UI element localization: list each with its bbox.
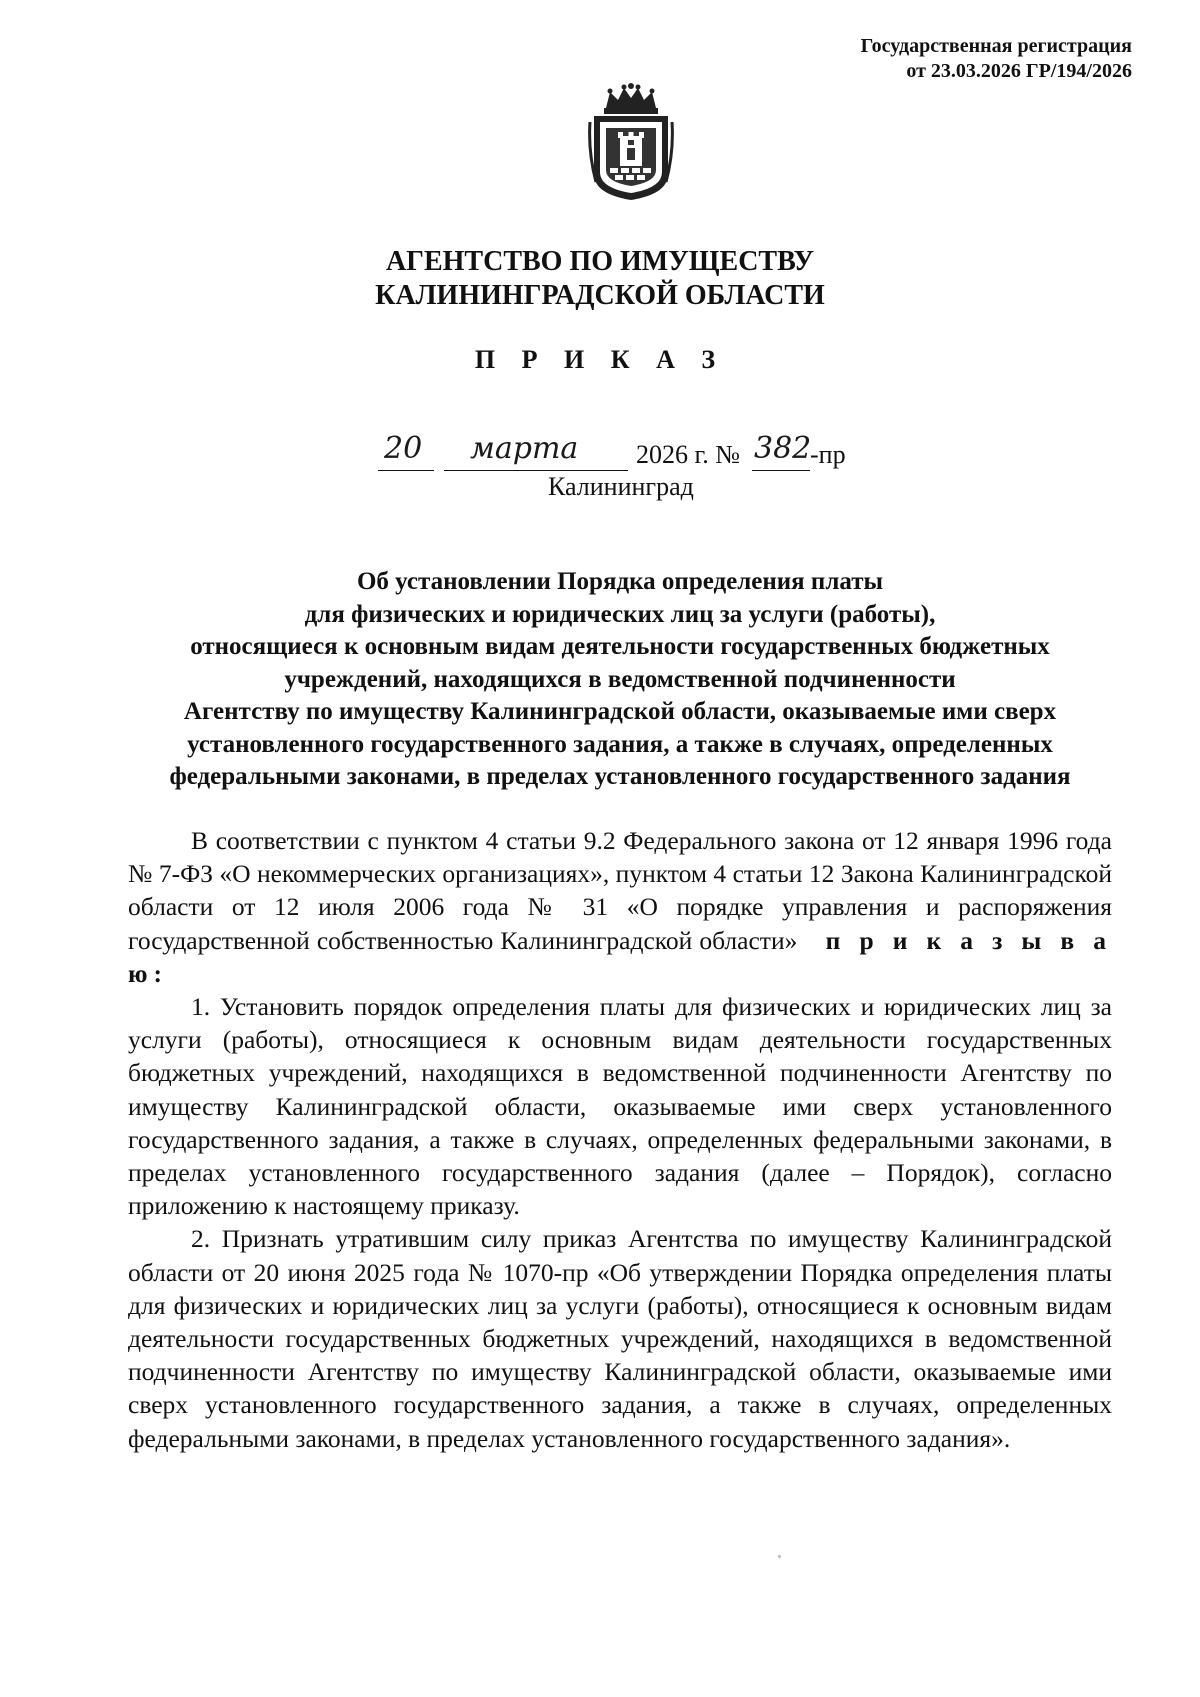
subject-line: относящиеся к основным видам деятельности государственных бюджетных <box>190 633 1050 660</box>
order-subject <box>128 566 1112 794</box>
order-word: п р и к а з ы в а ю: <box>128 925 1113 988</box>
city: Калининград <box>548 472 694 501</box>
subject-line: федеральными законами, в пределах установленного государственного задания <box>169 763 1071 790</box>
handwritten-month: марта <box>470 431 579 466</box>
handwritten-number: 382 <box>754 431 812 466</box>
subject-line: учреждений, находящихся в ведомственной подчиненности <box>284 665 956 693</box>
scan-speck <box>778 1555 781 1558</box>
preamble-paragraph <box>128 824 1112 990</box>
subject-line: для физических и юридических лиц за услуги (работы), <box>304 600 936 628</box>
year-number-label: 2026 г. № <box>636 440 741 469</box>
preamble-text: В соответствии с пунктом 4 статьи 9.2 Федерального закона от 12 января 1996 года № 7-ФЗ «О некоммерческих организациях», пунктом 4 статьи 12 Закона Калининградской области от 12 июля 2006 года № 31 «О порядке управления и распоряжения государственной собственностью Калининградской области» <box>128 826 1112 955</box>
registration-line-2: от 23.03.2026 ГР/194/2026 <box>906 60 1132 82</box>
registration-line-1: Государственная регистрация <box>860 35 1132 57</box>
document-type: П Р И К А З <box>474 345 726 374</box>
order-body <box>128 824 1112 1455</box>
agency-name-line-2: КАЛИНИНГРАДСКОЙ ОБЛАСТИ <box>375 280 825 311</box>
agency-name <box>0 245 1200 313</box>
item-2-paragraph: 2. Признать утратившим силу приказ Агентства по имуществу Калининградской области от 20 июня 2025 года № 1070-пр «Об утверждении Порядка определения платы для физических и юридических лиц за услуги (работы), относящиеся к основным видам деятельности государственных бюджетных учреждений, находящихся в ведомственной подчиненности Агентству по имуществу Калининградской области, оказываемые ими сверх установленного государственного задания, а также в случаях, определенных федеральными законами, в пределах установленного государственного задания». <box>128 1224 1112 1453</box>
agency-name-line-1: АГЕНТСТВО ПО ИМУЩЕСТВУ <box>385 246 815 277</box>
subject-line: Об установлении Порядка определения платы <box>356 568 884 595</box>
subject-line: установленного государственного задания, а также в случаях, определенных <box>187 730 1053 758</box>
handwritten-day: 20 <box>384 431 423 466</box>
number-suffix: -пр <box>810 440 846 469</box>
item-1-paragraph: 1. Установить порядок определения платы для физических и юридических лиц за услуги (работы), относящиеся к основным видам деятельности государственных бюджетных учреждений, находящихся в ведомственной подчиненности Агентству по имуществу Калининградской области, оказываемые ими сверх установленного государственного задания, а также в случаях, определенных федеральными законами, в пределах установленного государственного задания (далее – Порядок), согласно приложению к настоящему приказу. <box>128 992 1112 1221</box>
registration-stamp <box>861 34 1132 84</box>
subject-line: Агентству по имуществу Калининградской области, оказываемые ими сверх <box>183 698 1057 725</box>
coat-of-arms-icon <box>588 82 674 202</box>
